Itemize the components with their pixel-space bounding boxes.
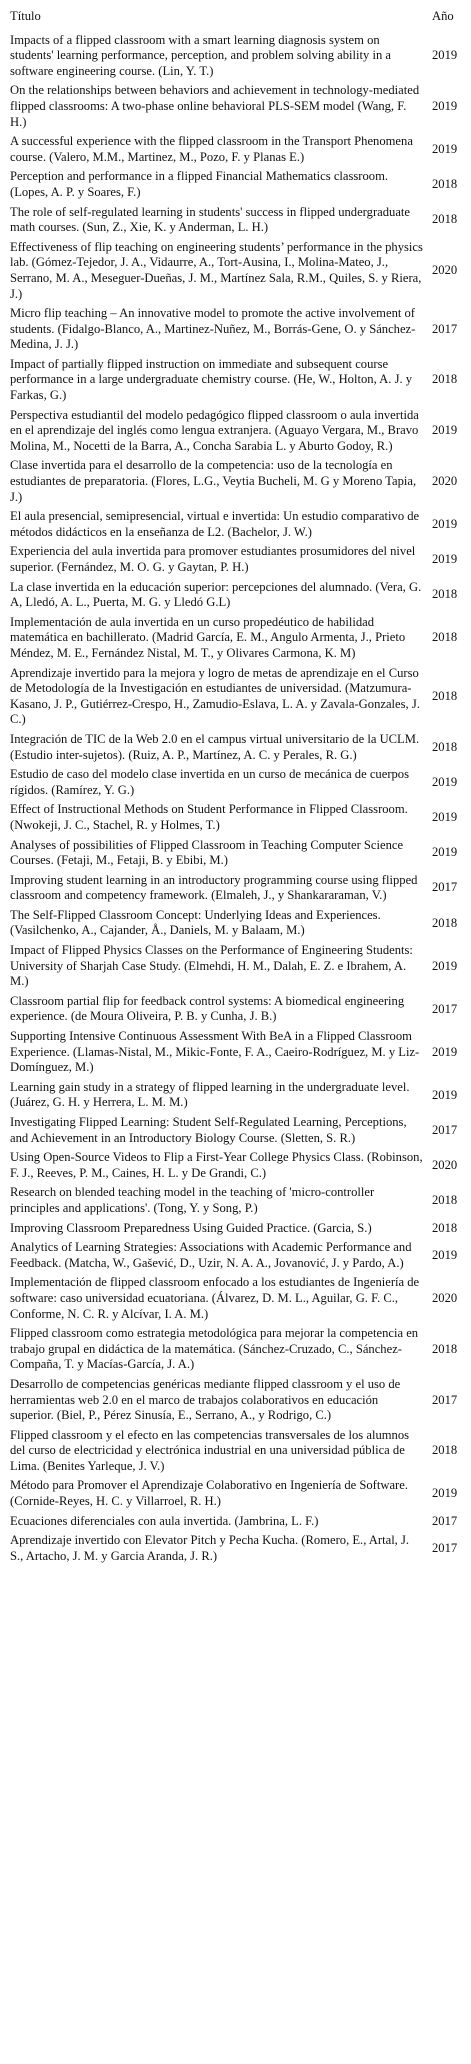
reference-title: A successful experience with the flipped classroom in the Transport Phenomena course. (Valero, M.M., Martinez, M., Pozo, F. y Planas E.): [10, 134, 413, 164]
year-column-header: Año: [432, 9, 454, 23]
reference-year: 2017: [432, 1122, 458, 1137]
reference-title: Research on blended teaching model in the teaching of 'micro-controller principles and applications'. (Tong, Y. y Song, P.): [10, 1185, 375, 1215]
reference-title: Impact of Flipped Physics Classes on the Performance of Engineering Students: University of Sharjah Case Study. (Elmehdi, H. M., Dalah, E. Z. e Ibrahem, A. M.): [10, 943, 413, 989]
reference-title: Improving student learning in an introductory programming course using flipped classroom and competency framework. (Elmaleh, J., y Shankararaman, V.): [10, 872, 418, 903]
table-row: [0, 542, 471, 577]
reference-title: Desarrollo de competencias genéricas mediante flipped classroom y el uso de herramientas web 2.0 en el marco de trabajos colaborativos en educación superior. (Biel, P., Pérez Sinusía, E., Serrano, A., y Rodrigo, C.): [10, 1376, 401, 1423]
reference-title: Learning gain study in a strategy of flipped learning in the undergraduate level. (Juárez, G. H. y Herrera, L. M. M.): [10, 1079, 410, 1110]
reference-year: 2019: [432, 845, 458, 860]
table-row: [0, 836, 471, 871]
reference-title: Aprendizaje invertido con Elevator Pitch y Pecha Kucha. (Romero, E., Artal, J. S., Artacho, J. M. y Garcia Aranda, J. R.): [10, 1533, 410, 1563]
table-row: [0, 31, 471, 82]
reference-title: Supporting Intensive Continuous Assessment With BeA in a Flipped Classroom Experience. (Llamas-Nistal, M., Mikic-Fonte, F. A., Caeiro-Rodríguez, M. y Liz-Domínguez, M.): [10, 1029, 420, 1075]
reference-year: 2019: [432, 1486, 458, 1501]
table-row: [0, 1375, 471, 1426]
table-row: [0, 1183, 471, 1218]
table-row: [0, 1148, 471, 1183]
reference-year: 2019: [432, 958, 458, 973]
reference-year: 2018: [432, 1220, 458, 1235]
reference-title: Impacts of a flipped classroom with a smart learning diagnosis system on students' learning performance, perception, and problem solving ability in a software engineering course. (Lin, Y. T.): [10, 32, 392, 78]
reference-title: Analytics of Learning Strategies: Associations with Academic Performance and Feedback. (Matcha, W., Gašević, D., Uzir, N. A. A., Jovanović, J. y Pardo, A.): [10, 1240, 412, 1270]
reference-title: La clase invertida en la educación superior: percepciones del alumnado. (Vera, G. A, Lledó, A. L., Puerta, M. G. y Lledó G.L): [10, 579, 422, 610]
table-row: [0, 1078, 471, 1113]
table-row: [0, 906, 471, 941]
reference-year: 2018: [432, 1193, 458, 1208]
reference-title: Effectiveness of flip teaching on engineering students’ performance in the physics lab. (Gómez-Tejedor, J. A., Vidaurre, A., Tort-Ausina, I., Molina-Mateo, J., Serrano, M. A., Meseguer-Dueñas, J. M., Martínez Sala, R.M., Quiles, S. y Riera, J.): [10, 239, 423, 301]
reference-title: Flipped classroom como estrategia metodológica para mejorar la competencia en trabajo grupal en didáctica de la matemática. (Sánchez-Cruzado, C., Sánchez-Compaña, T. y Macías-García, J. A.): [10, 1326, 419, 1372]
reference-year: 2018: [432, 688, 458, 703]
table-row: [0, 238, 471, 304]
reference-title: El aula presencial, semipresencial, virtual e invertida: Un estudio comparativo de métodos didácticos en la enseñanza de L2. (Bachelor, J. W.): [10, 509, 420, 539]
reference-title: Clase invertida para el desarrollo de la competencia: uso de la tecnología en estudiantes de preparatoria. (Flores, L.G., Veytia Bucheli, M. G y Moreno Tapia, J.): [10, 458, 417, 504]
table-row: [0, 1273, 471, 1324]
reference-title: Estudio de caso del modelo clase invertida en un curso de mecánica de cuerpos rígidos. (Ramírez, Y. G.): [10, 767, 410, 797]
table-row: [0, 1324, 471, 1375]
reference-title: The role of self-regulated learning in students' success in flipped undergraduate math courses. (Sun, Z., Xie, K. y Anderman, L. H.): [10, 204, 411, 235]
reference-title: Experiencia del aula invertida para promover estudiantes prosumidores del nivel superior. (Fernández, M. O. G. y Gaytan, P. H.): [10, 544, 416, 574]
table-row: [0, 1219, 471, 1239]
reference-title: Impact of partially flipped instruction on immediate and subsequent course performance in a large undergraduate chemistry course. (He, W., Holton, A. J. y Farkas, G.): [10, 356, 413, 403]
reference-year: 2018: [432, 739, 458, 754]
table-row: [0, 730, 471, 765]
table-row: [0, 578, 471, 613]
reference-title: Integración de TIC de la Web 2.0 en el campus virtual universitario de la UCLM. (Estudio inter-sujetos). (Ruiz, A. P., Martínez, A. C. y Perales, R. G.): [10, 731, 420, 762]
reference-title: Aprendizaje invertido para la mejora y logro de metas de aprendizaje en el Curso de Metodología de la Investigación en estudiantes de universidad. (Matzumura-Kasano, J. P., Gutiérrez-Crespo, H., Zamudio-Eslava, L. A. y Zavala-Gonzales, J. C.): [10, 665, 420, 727]
reference-year: 2018: [432, 1443, 458, 1458]
reference-year: 2019: [432, 141, 458, 156]
reference-year: 2017: [432, 321, 458, 336]
reference-title: The Self-Flipped Classroom Concept: Underlying Ideas and Experiences. (Vasilchenko, A., Cajander, Å., Daniels, M. y Balaam, M.): [10, 907, 381, 938]
reference-year: 2018: [432, 915, 458, 930]
reference-title: Micro flip teaching – An innovative model to promote the active involvement of students. (Fidalgo-Blanco, A., Martinez-Nuñez, M., Borrás-Gene, O. y Sánchez-Medina, J. J.): [10, 306, 416, 352]
table-row: [0, 507, 471, 542]
reference-year: 2020: [432, 263, 458, 278]
table-header-row: [0, 0, 471, 31]
reference-title: Investigating Flipped Learning: Student Self-Regulated Learning, Perceptions, and Achievement in an Introductory Biology Course. (Sletten, S. R.): [10, 1115, 407, 1145]
table-row: [0, 1531, 471, 1566]
reference-year: 2020: [432, 1290, 458, 1305]
reference-title: Ecuaciones diferenciales con aula invertida. (Jambrina, L. F.): [10, 1513, 319, 1528]
table-row: [0, 132, 471, 167]
table-row: [0, 992, 471, 1027]
reference-title: Effect of Instructional Methods on Student Performance in Flipped Classroom. (Nwokeji, J. C., Stachel, R. y Holmes, T.): [10, 802, 408, 832]
reference-year: 2018: [432, 177, 458, 192]
table-row: [0, 1512, 471, 1532]
reference-year: 2017: [432, 1541, 458, 1556]
reference-year: 2019: [432, 1087, 458, 1102]
reference-year: 2018: [432, 587, 458, 602]
reference-year: 2019: [432, 48, 458, 63]
table-row: [0, 941, 471, 992]
table-row: [0, 613, 471, 664]
reference-title: Implementación de flipped classroom enfocado a los estudiantes de Ingeniería de software: caso universidad ecuatoriana. (Álvarez, D. M. L., Aguilar, G. F. C., Conforme, N. C. R. y Alcívar, I. A. M.): [10, 1275, 420, 1321]
reference-year: 2017: [432, 1513, 458, 1528]
reference-year: 2017: [432, 1392, 458, 1407]
table-row: [0, 203, 471, 238]
reference-year: 2019: [432, 517, 458, 532]
reference-year: 2020: [432, 1157, 458, 1172]
table-row: [0, 167, 471, 202]
reference-title: Using Open-Source Videos to Flip a First-Year College Physics Class. (Robinson, F. J., Reeves, P. M., Caines, H. L. y De Grandi, C.): [10, 1150, 423, 1180]
table-body: [0, 31, 471, 1567]
reference-title: Método para Promover el Aprendizaje Colaborativo en Ingeniería de Software. (Cornide-Reyes, H. C. y Villarroel, R. H.): [10, 1478, 408, 1509]
reference-title: Classroom partial flip for feedback control systems: A biomedical engineering experience. (de Moura Oliveira, P. B. y Cunha, J. B.): [10, 993, 405, 1024]
table-row: [0, 304, 471, 355]
reference-year: 2018: [432, 1341, 458, 1356]
reference-title: Analyses of possibilities of Flipped Classroom in Teaching Computer Science Courses. (Fetaji, M., Fetaji, B. y Ebibi, M.): [10, 837, 404, 868]
reference-year: 2018: [432, 630, 458, 645]
reference-year: 2018: [432, 372, 458, 387]
reference-year: 2019: [432, 810, 458, 825]
table-row: [0, 1426, 471, 1477]
reference-year: 2019: [432, 552, 458, 567]
reference-title: Implementación de aula invertida en un curso propedéutico de habilidad matemática en bachillerato. (Madrid García, E. M., Angulo Armenta, J., Prieto Méndez, M. E., Fernández Nistal, M. T., y Olivares Carmona, K. M): [10, 614, 406, 660]
reference-year: 2018: [432, 212, 458, 227]
table-row: [0, 664, 471, 730]
reference-year: 2019: [432, 774, 458, 789]
table-row: [0, 1113, 471, 1148]
reference-title: Flipped classroom y el efecto en las competencias transversales de los alumnos del curso de electricidad y electrónica industrial en una universidad pública de Lima. (Benites Yarleque, J. V.): [10, 1427, 410, 1473]
reference-year: 2017: [432, 1001, 458, 1016]
table-row: [0, 871, 471, 906]
reference-title: On the relationships between behaviors and achievement in technology-mediated flipped classrooms: A two-phase online behavioral PLS-SEM model (Wang, F. H.): [10, 83, 420, 129]
reference-year: 2020: [432, 474, 458, 489]
reference-title: Improving Classroom Preparedness Using Guided Practice. (Garcia, S.): [10, 1220, 372, 1235]
reference-title: Perspectiva estudiantil del modelo pedagógico flipped classroom o aula invertida en el aprendizaje del inglés como lengua extranjera. (Aguayo Vergara, M., Bravo Molina, M., Nocetti de la Barra, A., Concha Sarabia L. y Aburto Godoy, R.): [10, 407, 419, 453]
reference-title: Perception and performance in a flipped Financial Mathematics classroom. (Lopes, A. P. y Soares, F.): [10, 169, 389, 199]
table-row: [0, 456, 471, 507]
reference-year: 2019: [432, 98, 458, 113]
table-row: [0, 1027, 471, 1078]
reference-year: 2019: [432, 423, 458, 438]
table-row: [0, 81, 471, 132]
reference-year: 2017: [432, 880, 458, 895]
title-column-header: Título: [10, 9, 41, 23]
table-row: [0, 800, 471, 835]
reference-year: 2019: [432, 1044, 458, 1059]
table-row: [0, 355, 471, 406]
reference-year: 2019: [432, 1247, 458, 1262]
table-row: [0, 406, 471, 457]
table-row: [0, 765, 471, 800]
table-row: [0, 1476, 471, 1511]
table-row: [0, 1238, 471, 1273]
